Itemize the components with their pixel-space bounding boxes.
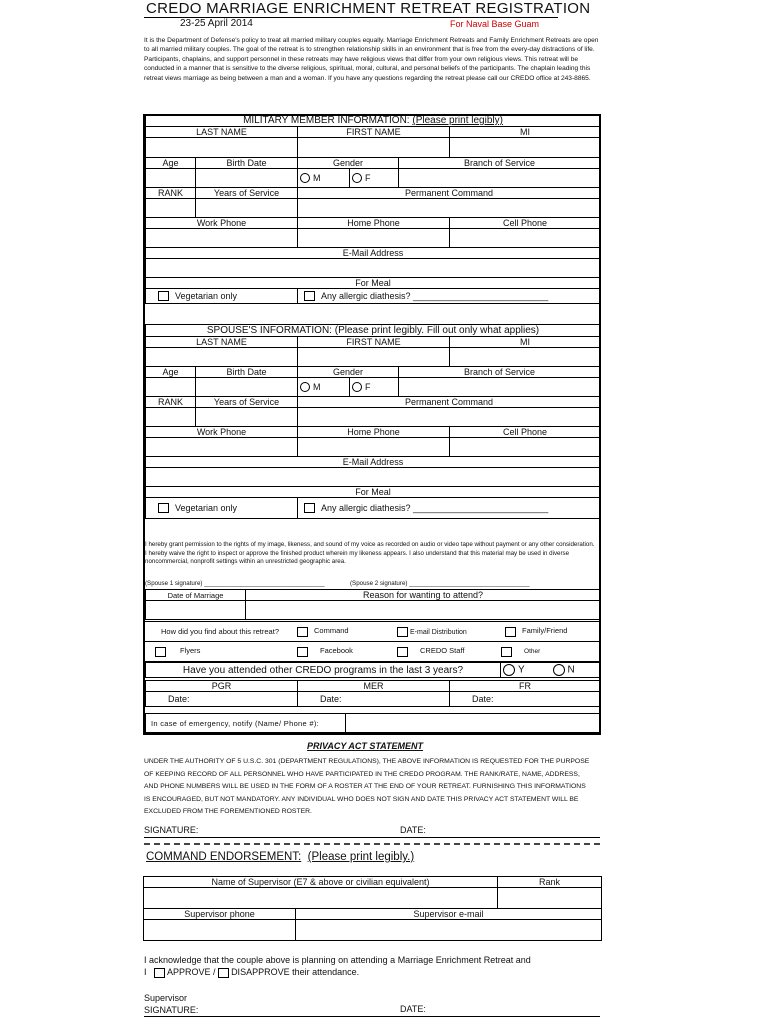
spouse-branch-label: Branch of Service	[399, 367, 601, 378]
supervisor-rank-field[interactable]	[498, 888, 602, 909]
spouse-work-phone-label: Work Phone	[146, 427, 298, 438]
spouse2-signature[interactable]: (Spouse 2 signature) ___________________________________	[350, 580, 530, 587]
member-cell-phone-field[interactable]	[450, 229, 601, 248]
found-flyers-label: Flyers	[180, 646, 201, 656]
spouse-birth-date-label: Birth Date	[196, 367, 298, 378]
female-label: F	[365, 381, 371, 392]
supervisor-rank-label: Rank	[498, 877, 602, 888]
endorsement-heading-text: COMMAND ENDORSEMENT:	[146, 851, 302, 863]
attended-no-label: N	[567, 664, 575, 676]
spouse-vegetarian-option[interactable]	[146, 498, 298, 519]
spouse-age-label: Age	[146, 367, 196, 378]
spouse-work-phone-field[interactable]	[146, 438, 298, 457]
checkbox-icon[interactable]	[158, 291, 169, 301]
spouse-email-label: E-Mail Address	[146, 457, 601, 468]
member-table	[145, 115, 601, 304]
fr-date[interactable]: Date:	[450, 692, 601, 707]
vegetarian-label: Vegetarian only	[175, 290, 238, 301]
attended-question: Have you attended other CREDO programs in the last 3 years?	[146, 663, 501, 678]
fr-label: FR	[450, 681, 601, 692]
radio-yes-icon[interactable]	[503, 664, 515, 676]
spouse-home-phone-field[interactable]	[298, 438, 450, 457]
endorsement-heading	[146, 851, 414, 863]
supervisor-date-label: DATE:	[400, 1004, 426, 1014]
spouse1-signature[interactable]: (Spouse 1 signature) ___________________________________	[145, 580, 325, 587]
member-work-phone-label: Work Phone	[146, 218, 298, 229]
member-email-field[interactable]	[146, 259, 601, 278]
member-vegetarian-option[interactable]	[146, 289, 298, 304]
attended-table	[145, 662, 601, 678]
emergency-field[interactable]	[346, 714, 601, 733]
spouse-mi-field[interactable]	[450, 348, 601, 367]
found-command-label: Command	[314, 626, 349, 636]
disapprove-checkbox-icon[interactable]	[218, 968, 229, 978]
supervisor-label: Supervisor	[144, 993, 188, 1003]
spouse-command-label: Permanent Command	[298, 397, 601, 408]
ack-line-2	[144, 966, 531, 978]
spouse-email-field[interactable]	[146, 468, 601, 487]
member-gender-female[interactable]	[350, 169, 399, 188]
member-home-phone-label: Home Phone	[298, 218, 450, 229]
member-email-label: E-Mail Address	[146, 248, 601, 259]
privacy-signature-line[interactable]	[144, 837, 600, 838]
supervisor-phone-label: Supervisor phone	[144, 909, 296, 920]
found-credo-label: CREDO Staff	[420, 646, 465, 656]
member-meal-label: For Meal	[146, 278, 601, 289]
mer-label: MER	[298, 681, 450, 692]
member-allergic-option[interactable]	[298, 289, 601, 304]
supervisor-table	[143, 876, 602, 941]
spouse-cell-phone-label: Cell Phone	[450, 427, 601, 438]
found-command-option[interactable]	[295, 622, 395, 642]
spouse-age-field[interactable]	[146, 378, 196, 397]
spouse-table	[145, 324, 601, 519]
found-family-label: Family/Friend	[522, 626, 568, 636]
spouse-first-name-field[interactable]	[298, 348, 450, 367]
supervisor-signature-block	[144, 992, 198, 1016]
member-age-label: Age	[146, 158, 196, 169]
member-command-label: Permanent Command	[298, 188, 601, 199]
retreat-dates: 23-25 April 2014	[180, 18, 253, 29]
member-last-name-field[interactable]	[146, 138, 298, 158]
approve-checkbox-icon[interactable]	[154, 968, 165, 978]
member-branch-field[interactable]	[399, 169, 601, 188]
found-facebook-option[interactable]	[295, 642, 395, 662]
supervisor-email-label: Supervisor e-mail	[296, 909, 602, 920]
found-email-label: E-mail Distribution	[410, 628, 467, 636]
spouse-years-label: Years of Service	[196, 397, 298, 408]
radio-female-icon[interactable]	[352, 382, 362, 392]
privacy-text: UNDER THE AUTHORITY OF 5 U.S.C. 301 (DEPARTMENT REGULATIONS), THE ABOVE INFORMATION IS REQUESTED FOR THE PURPOSE OF KEEPING RECORD OF ALL PERSONNEL WHO HAVE PARTICIPATED IN THE CREDO PROGRAM. THE RANK/RATE, NAME, ADDRESS, AND PHONE NUMBERS WILL BE USED IN THE FORM OF A ROSTER AT THE END OF YOUR RETREAT. FURNISHING THIS INFORMATIONS IS ENCOURAGED, BUT NOT MANDATORY. ANY INDIVIDUAL WHO DOES NOT SIGN AND DATE THIS PRIVACY ACT STATEMENT WILL BE EXCLUDED FROM THE FOREMENTIONED ROSTER.	[144, 758, 590, 816]
allergic-label: Any allergic diathesis? ___________________________	[321, 290, 549, 301]
checkbox-icon[interactable]	[304, 291, 315, 301]
female-label: F	[365, 172, 371, 183]
member-years-label: Years of Service	[196, 188, 298, 199]
radio-male-icon[interactable]	[300, 173, 310, 183]
retreat-location: For Naval Base Guam	[450, 19, 540, 29]
spouse-heading-text: SPOUSE'S INFORMATION:	[206, 325, 332, 336]
privacy-signature-label: SIGNATURE:	[144, 825, 199, 835]
spouse-gender-male[interactable]	[298, 378, 350, 397]
member-rank-field[interactable]	[146, 199, 196, 218]
pgr-label: PGR	[146, 681, 298, 692]
checkbox-icon[interactable]	[505, 627, 516, 637]
disapprove-label: DISAPPROVE their attendance.	[231, 967, 360, 977]
member-years-field[interactable]	[196, 199, 298, 218]
member-heading-note: (Please print legibly)	[412, 115, 503, 126]
checkbox-icon[interactable]	[158, 503, 169, 513]
checkbox-icon[interactable]	[304, 503, 315, 513]
attended-no-option[interactable]	[551, 663, 601, 678]
spouse-cell-phone-field[interactable]	[450, 438, 601, 457]
member-branch-label: Branch of Service	[399, 158, 601, 169]
radio-no-icon[interactable]	[553, 664, 565, 676]
spouse-first-name-label: FIRST NAME	[298, 337, 450, 348]
member-mi-label: MI	[450, 127, 601, 138]
privacy-title: PRIVACY ACT STATEMENT	[307, 741, 424, 751]
checkbox-icon[interactable]	[297, 627, 308, 637]
privacy-date-label: DATE:	[400, 825, 426, 835]
found-other-option[interactable]	[495, 642, 600, 662]
found-flyers-option[interactable]	[145, 642, 295, 662]
supervisor-signature-line[interactable]	[144, 1016, 600, 1017]
found-other-label: Other	[524, 648, 541, 656]
member-home-phone-field[interactable]	[298, 229, 450, 248]
spouse-birth-date-field[interactable]	[196, 378, 298, 397]
found-email-option[interactable]	[395, 622, 495, 642]
supervisor-phone-field[interactable]	[144, 920, 296, 941]
marriage-table	[145, 589, 601, 620]
member-first-name-label: FIRST NAME	[298, 127, 450, 138]
found-table	[145, 621, 600, 662]
member-gender-label: Gender	[298, 158, 399, 169]
checkbox-icon[interactable]	[155, 647, 166, 657]
endorsement-heading-note: (Please print legibly.)	[307, 851, 415, 863]
found-facebook-label: Facebook	[320, 646, 353, 656]
ack-i: I	[144, 967, 147, 977]
spouse-years-field[interactable]	[196, 408, 298, 427]
checkbox-icon[interactable]	[297, 647, 308, 657]
form-title: CREDO MARRIAGE ENRICHMENT RETREAT REGISTRATION	[146, 0, 591, 17]
found-credo-option[interactable]	[395, 642, 495, 662]
found-question: How did you find about this retreat?	[145, 622, 295, 642]
member-first-name-field[interactable]	[298, 138, 450, 158]
found-family-option[interactable]	[495, 622, 600, 642]
spouse-gender-female[interactable]	[350, 378, 399, 397]
checkbox-icon[interactable]	[397, 647, 408, 657]
attended-yes-label: Y	[518, 664, 525, 676]
member-rank-label: RANK	[146, 188, 196, 199]
member-work-phone-field[interactable]	[146, 229, 298, 248]
member-gender-male[interactable]	[298, 169, 350, 188]
member-cell-phone-label: Cell Phone	[450, 218, 601, 229]
consent-text: I hereby grant permission to the rights of my image, likeness, and sound of my voice as recorded on audio or video tape without payment or any other consideration. I hereby waive the right to inspect or approve the finished product wherein my likeness appears. I also understand that this material may be used in diverse noncommercial, nonprofit settings within an unrestricted geographic area.	[145, 541, 595, 565]
member-command-field[interactable]	[298, 199, 601, 218]
spouse-heading	[146, 325, 601, 337]
reason-field[interactable]	[246, 601, 601, 620]
checkbox-icon[interactable]	[397, 627, 408, 637]
spouse-last-name-label: LAST NAME	[146, 337, 298, 348]
intro-paragraph: It is the Department of Defense's policy to treat all married military couples equally. Marriage Enrichment Retreats and Family Enrichment Retreats are open to all married military couples. The goal of the retreat is to strengthen relationship skills in an environment that is free from the every-day distractions of life. Participants, chaplains, and support personnel in these retreats may have religious views that differ from your own religious views. This retreat will be conducted in a manner that is sensitive to the diverse religious, spiritual, moral, cultural, and personal beliefs of the participants. The chaplain leading this retreat views marriage as being between a man and a woman. If you have any questions regarding the retreat please call our CREDO office at 243-8865.	[144, 37, 599, 82]
member-birth-date-field[interactable]	[196, 169, 298, 188]
spouse-home-phone-label: Home Phone	[298, 427, 450, 438]
marriage-date-field[interactable]	[146, 601, 246, 620]
marriage-date-label: Date of Marriage	[146, 590, 246, 601]
member-mi-field[interactable]	[450, 138, 601, 158]
radio-male-icon[interactable]	[300, 382, 310, 392]
spouse-heading-note: (Please print legibly. Fill out only what applies)	[334, 325, 540, 336]
spouse-command-field[interactable]	[298, 408, 601, 427]
allergic-label: Any allergic diathesis? ___________________________	[321, 502, 549, 513]
acknowledgement	[144, 954, 531, 978]
spouse-mi-label: MI	[450, 337, 601, 348]
emergency-label: In case of emergency, notify (Name/ Phone #):	[146, 714, 346, 733]
member-heading	[146, 115, 601, 127]
member-last-name-label: LAST NAME	[146, 127, 298, 138]
emergency-table	[145, 713, 601, 733]
spouse-last-name-field[interactable]	[146, 348, 298, 367]
spouse-allergic-option[interactable]	[298, 498, 601, 519]
supervisor-signature-label: SIGNATURE:	[144, 1005, 199, 1015]
spouse-gender-label: Gender	[298, 367, 399, 378]
checkbox-icon[interactable]	[501, 647, 512, 657]
approve-label: APPROVE /	[167, 967, 216, 977]
supervisor-email-field[interactable]	[296, 920, 602, 941]
spouse-meal-label: For Meal	[146, 487, 601, 498]
office-table	[145, 680, 601, 707]
vegetarian-label: Vegetarian only	[175, 502, 238, 513]
member-heading-text: MILITARY MEMBER INFORMATION:	[243, 115, 410, 126]
supervisor-name-label: Name of Supervisor (E7 & above or civilian equivalent)	[144, 877, 498, 888]
member-age-field[interactable]	[146, 169, 196, 188]
male-label: M	[313, 381, 321, 392]
member-birth-date-label: Birth Date	[196, 158, 298, 169]
spouse-rank-label: RANK	[146, 397, 196, 408]
pgr-date[interactable]: Date:	[146, 692, 298, 707]
mer-date[interactable]: Date:	[298, 692, 450, 707]
attended-yes-option[interactable]	[501, 663, 551, 678]
cut-line	[144, 843, 600, 845]
ack-line-1: I acknowledge that the couple above is planning on attending a Marriage Enrichment Retreat and	[144, 955, 531, 965]
supervisor-name-field[interactable]	[144, 888, 498, 909]
male-label: M	[313, 172, 321, 183]
spouse-rank-field[interactable]	[146, 408, 196, 427]
radio-female-icon[interactable]	[352, 173, 362, 183]
spouse-branch-field[interactable]	[399, 378, 601, 397]
reason-label: Reason for wanting to attend?	[246, 590, 601, 601]
